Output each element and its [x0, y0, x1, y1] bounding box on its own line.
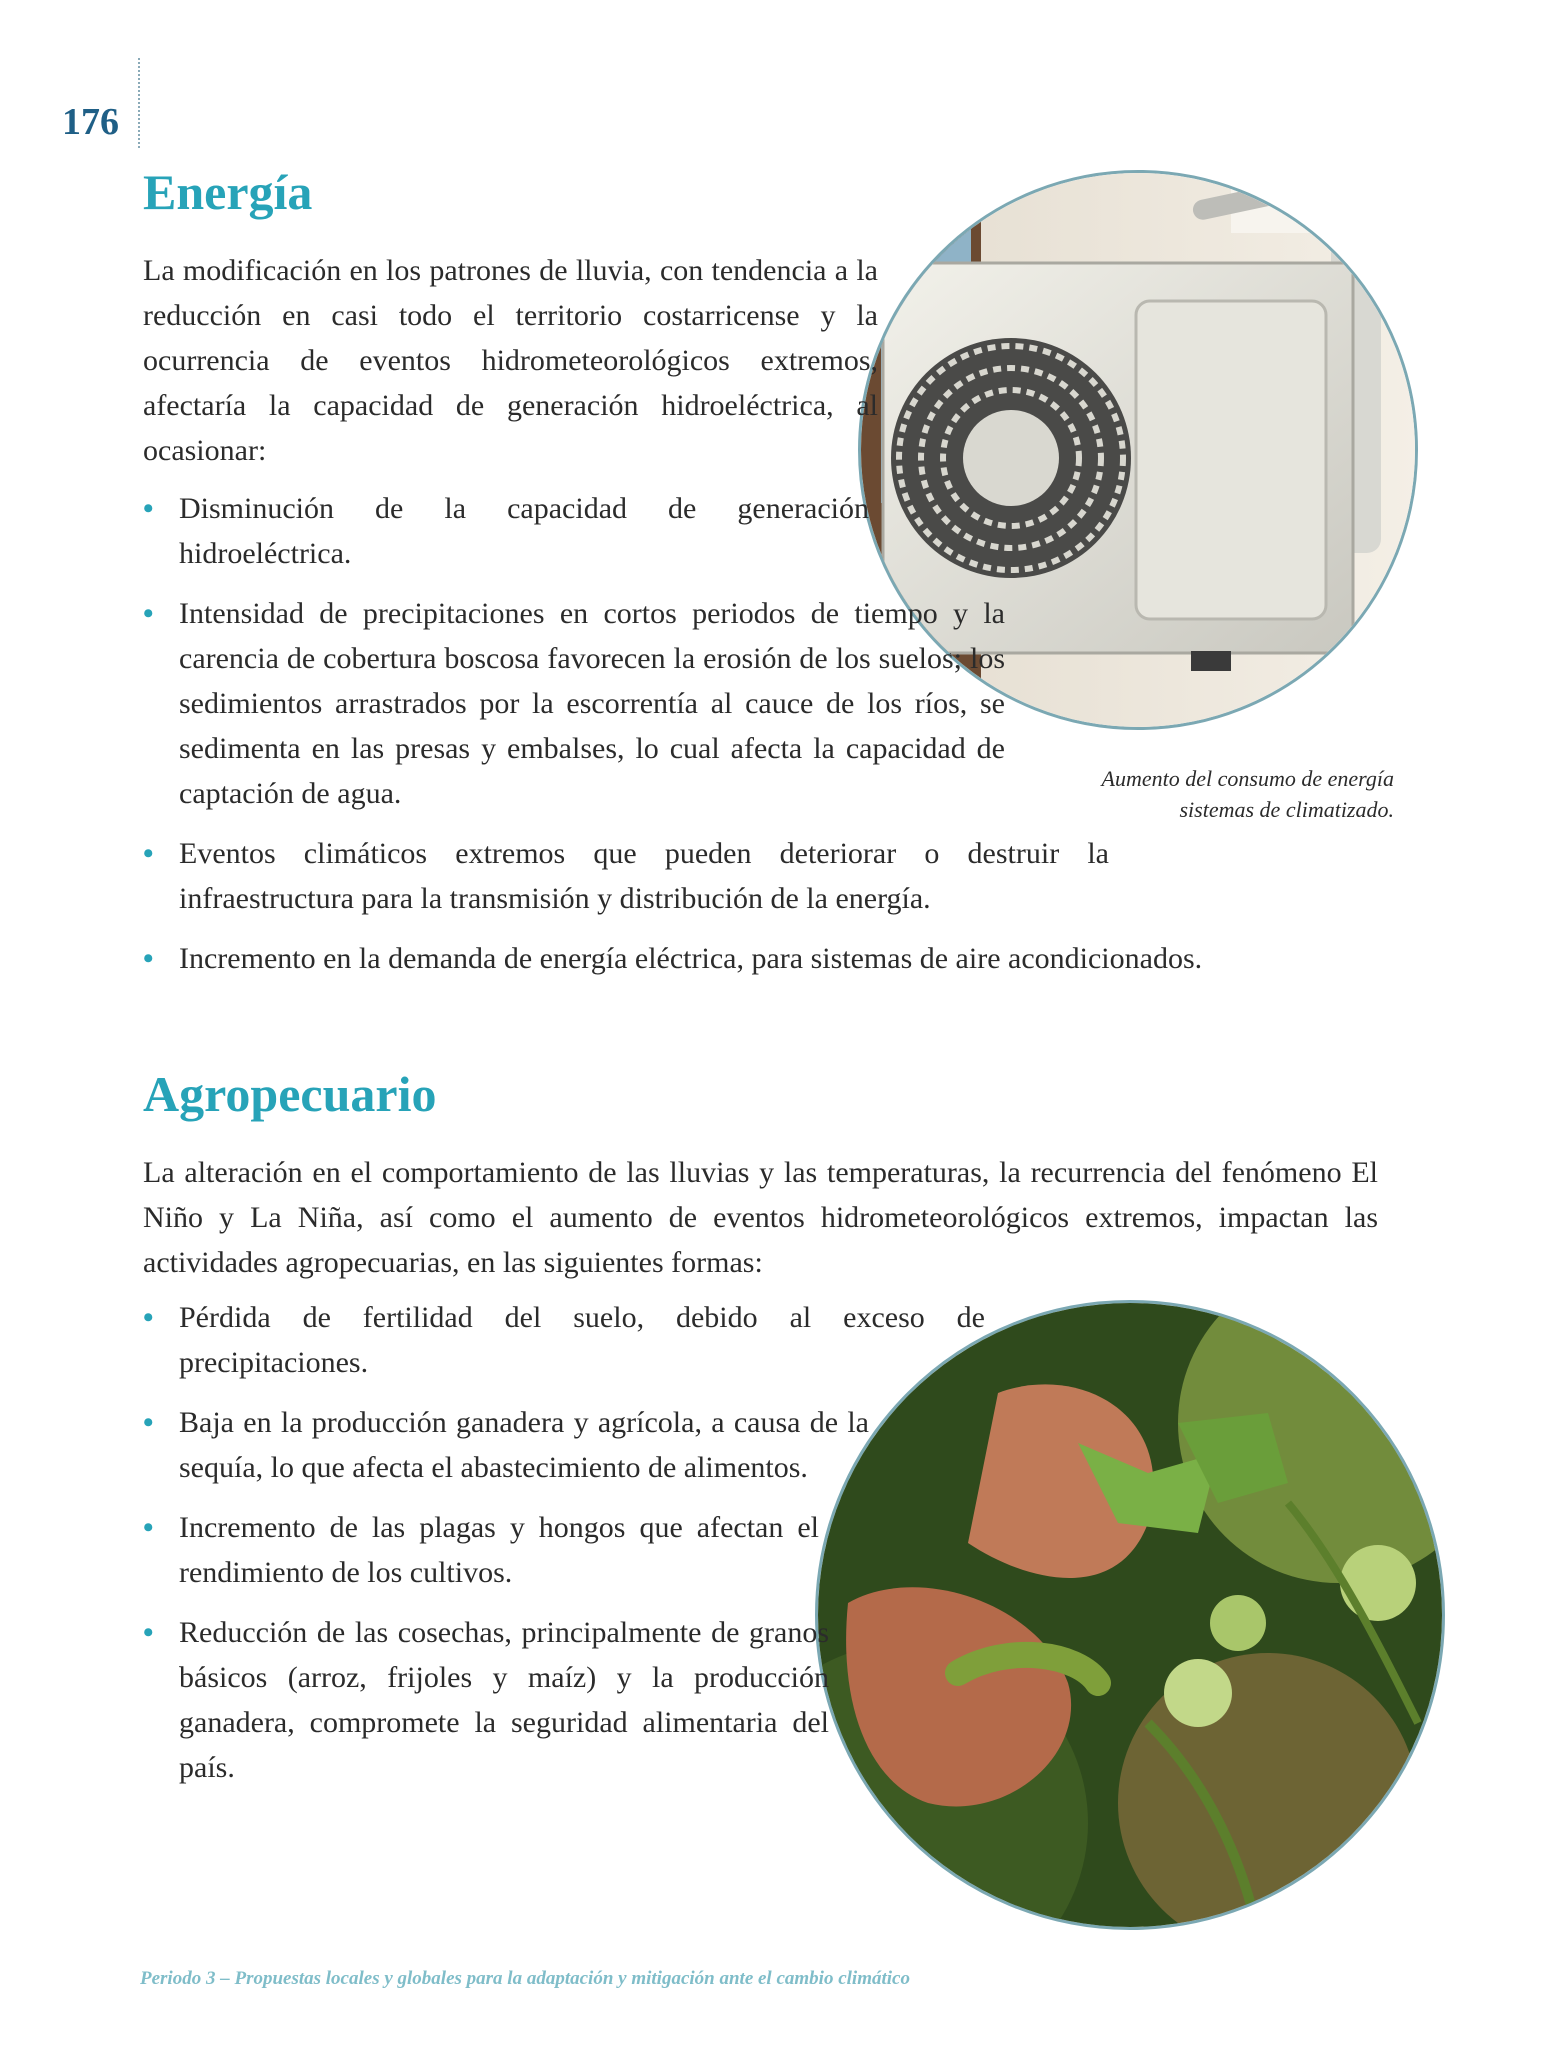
agropecuario-bullet-2: • Baja en la producción ganadera y agrícola, a causa de la sequía, lo que afecta el abastecimiento de alimentos.	[143, 1400, 869, 1490]
energia-intro: La modificación en los patrones de lluvia, con tendencia a la reducción en casi todo el territorio costarricense y la ocurrencia de eventos hidrometeorológicos extremos, afectaría la capacidad de generación hidroeléctrica, al ocasionar:	[143, 254, 878, 467]
bullet-dot: •	[143, 1406, 154, 1439]
bullet-dot: •	[143, 1301, 154, 1334]
bullet-dot: •	[143, 492, 154, 525]
agropecuario-bullet-list	[143, 1295, 985, 1805]
energia-bullet-4: • Incremento en la demanda de energía eléctrica, para sistemas de aire acondicionados.	[143, 936, 1419, 981]
bullet-dot: •	[143, 1511, 154, 1544]
agropecuario-intro: La alteración en el comportamiento de las lluvias y las temperaturas, la recurrencia del fenómeno El Niño y La Niña, así como el aumento de eventos hidrometeorológicos extremos, impactan las actividades agropecuarias, en las siguientes formas:	[143, 1156, 1378, 1279]
section-heading-energia: Energía	[143, 164, 313, 220]
energia-bullet-1: • Disminución de la capacidad de generación hidroeléctrica.	[143, 486, 869, 576]
bullet-dot: •	[143, 942, 154, 975]
energia-bullet-3: • Eventos climáticos extremos que pueden deteriorar o destruir la infraestructura para la transmisión y distribución de la energía.	[143, 831, 1109, 921]
page-footer: Periodo 3 – Propuestas locales y globales para la adaptación y mitigación ante el cambio climático	[140, 1968, 910, 1989]
agropecuario-bullet-4: • Reducción de las cosechas, principalmente de granos básicos (arroz, frijoles y maíz) y la producción ganadera, compromete la seguridad alimentaria del país.	[143, 1610, 829, 1790]
section-heading-agropecuario: Agropecuario	[143, 1066, 437, 1122]
energia-bullet-2: • Intensidad de precipitaciones en cortos periodos de tiempo y la carencia de cobertura boscosa favorecen la erosión de los suelos; los sedimientos arrastrados por la escorrentía al cauce de los ríos, se sedimenta en las presas y embalses, lo cual afecta la capacidad de captación de agua.	[143, 591, 1005, 816]
bullet-dot: •	[143, 597, 154, 630]
bullet-dot: •	[143, 837, 154, 870]
bullet-dot: •	[143, 1616, 154, 1649]
agropecuario-bullet-1: • Pérdida de fertilidad del suelo, debido al exceso de precipitaciones.	[143, 1295, 985, 1385]
energia-bullet-list	[143, 486, 1203, 996]
photo-caption: Aumento del consumo de energía sistemas de climatizado.	[1101, 766, 1394, 822]
agropecuario-bullet-3: • Incremento de las plagas y hongos que afectan el rendimiento de los cultivos.	[143, 1505, 819, 1595]
page-number: 176	[62, 101, 119, 143]
margin-rule	[138, 58, 140, 148]
